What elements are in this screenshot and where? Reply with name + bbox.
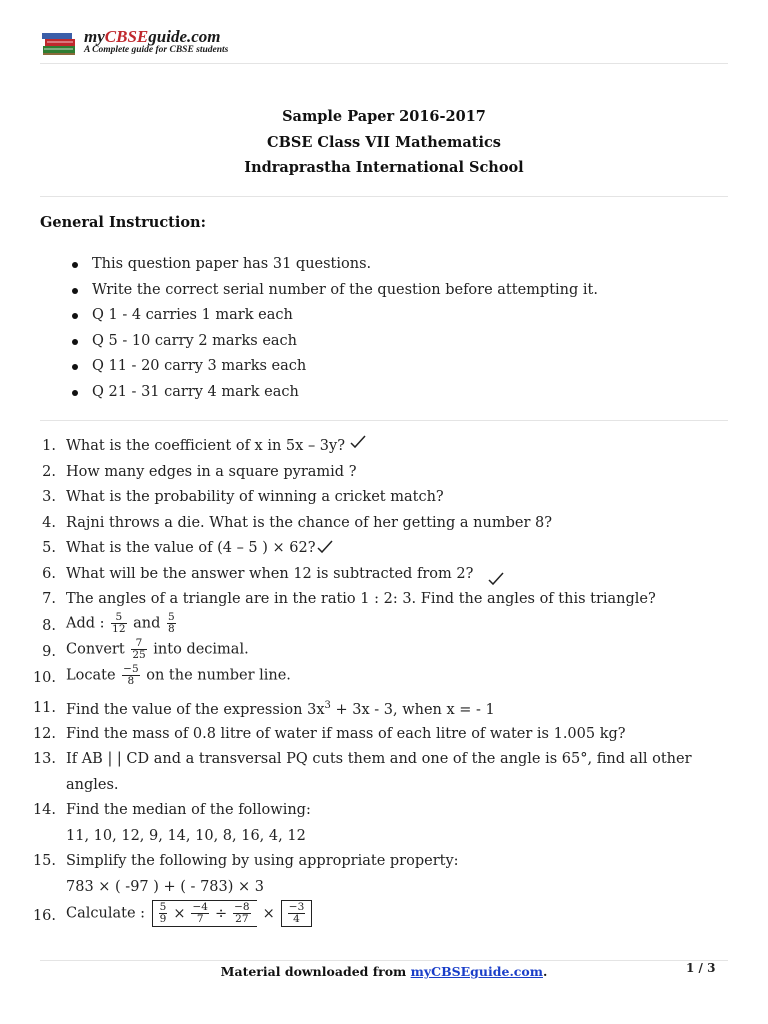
checkmark-icon bbox=[350, 435, 366, 449]
question-number: 9. bbox=[42, 644, 56, 660]
checkmark-icon bbox=[317, 540, 333, 554]
denominator: 7 bbox=[191, 913, 208, 925]
question-text: Find the mass of 0.8 litre of water if mass of each litre of water is 1.005 kg? bbox=[66, 726, 626, 742]
instruction-item: This question paper has 31 questions. bbox=[70, 254, 598, 280]
question-number: 4. bbox=[42, 515, 56, 531]
numerator: 5 bbox=[115, 611, 123, 623]
question-text: What will be the answer when 12 is subtracted from 2? bbox=[66, 566, 474, 582]
fraction bbox=[191, 902, 208, 925]
instructions-list bbox=[70, 254, 598, 408]
question-number: 11. bbox=[32, 700, 56, 716]
denominator: 8 bbox=[168, 623, 175, 635]
fraction bbox=[131, 638, 146, 661]
checkmark-icon bbox=[488, 572, 504, 586]
numerator: −5 bbox=[123, 663, 139, 675]
numerator: 5 bbox=[168, 611, 175, 623]
fraction bbox=[233, 902, 250, 925]
question-number: 16. bbox=[32, 908, 56, 924]
numerator: −4 bbox=[192, 901, 208, 913]
question-text: into decimal. bbox=[153, 641, 249, 658]
school-name: Indraprastha International School bbox=[244, 159, 524, 176]
times-operator: × bbox=[262, 905, 275, 922]
divider-top bbox=[40, 63, 728, 64]
question-number: 3. bbox=[42, 489, 56, 505]
exponent: 3 bbox=[324, 700, 331, 711]
question-text: + 3x - 3, when x = - 1 bbox=[330, 701, 495, 718]
instruction-item: Q 11 - 20 carry 3 marks each bbox=[70, 356, 598, 382]
numerator: −3 bbox=[288, 901, 305, 913]
instruction-item: Q 1 - 4 carries 1 mark each bbox=[70, 305, 598, 331]
instruction-item: Write the correct serial number of the question before attempting it. bbox=[70, 280, 598, 306]
divider-header bbox=[40, 196, 728, 197]
divider-footer bbox=[40, 960, 728, 961]
question-number: 2. bbox=[42, 464, 56, 480]
page-number: 1 / 3 bbox=[686, 961, 716, 975]
times-operator: × bbox=[173, 905, 186, 922]
paper-subject: CBSE Class VII Mathematics bbox=[267, 134, 501, 151]
question-13-continued: angles. bbox=[66, 777, 119, 793]
divide-operator: ÷ bbox=[214, 905, 228, 922]
denominator: 4 bbox=[288, 913, 305, 925]
question-number: 5. bbox=[42, 540, 56, 556]
question-text: Calculate : bbox=[66, 905, 146, 922]
fraction bbox=[288, 902, 305, 925]
question-number: 7. bbox=[42, 591, 56, 607]
question-text: Convert bbox=[66, 641, 125, 658]
paper-title: Sample Paper 2016-2017 bbox=[282, 108, 486, 125]
footer-text: Material downloaded from bbox=[220, 964, 407, 979]
denominator: 12 bbox=[112, 623, 126, 635]
question-text: Find the value of the expression 3x bbox=[66, 701, 325, 718]
question-text: Find the median of the following: bbox=[66, 802, 311, 818]
site-logo bbox=[40, 26, 280, 58]
denominator: 8 bbox=[122, 675, 139, 687]
numerator: 7 bbox=[135, 637, 143, 649]
question-text: What is the value of (4 – 5 ) × 62? bbox=[66, 540, 316, 556]
question-text: Simplify the following by using appropriate property: bbox=[66, 853, 459, 869]
question-text: What is the probability of winning a cricket match? bbox=[66, 489, 444, 505]
bracket-group bbox=[152, 900, 257, 927]
question-text: Add : bbox=[66, 615, 105, 632]
question-text: and bbox=[133, 615, 161, 632]
denominator: 25 bbox=[132, 649, 146, 661]
question-text: How many edges in a square pyramid ? bbox=[66, 464, 357, 480]
footer-link[interactable]: myCBSEguide.com bbox=[410, 964, 543, 979]
denominator: 9 bbox=[159, 913, 167, 925]
logo-name-post: guide.com bbox=[148, 27, 221, 46]
footer bbox=[0, 964, 768, 979]
question-number: 15. bbox=[32, 853, 56, 869]
simplify-expression: 783 × ( -97 ) + ( - 783) × 3 bbox=[66, 879, 264, 895]
question-number: 6. bbox=[42, 566, 56, 582]
logo-tagline: A Complete guide for CBSE students bbox=[84, 45, 229, 55]
logo-name-brand: CBSE bbox=[104, 27, 149, 46]
fraction bbox=[122, 664, 139, 687]
bracket-group bbox=[281, 900, 312, 927]
question-number: 1. bbox=[42, 438, 56, 454]
instructions-title: General Instruction: bbox=[40, 214, 206, 231]
instruction-item: Q 5 - 10 carry 2 marks each bbox=[70, 331, 598, 357]
question-text: Rajni throws a die. What is the chance of her getting a number 8? bbox=[66, 515, 552, 531]
median-data: 11, 10, 12, 9, 14, 10, 8, 16, 4, 12 bbox=[66, 828, 306, 844]
numerator: 5 bbox=[159, 901, 167, 913]
logo-name-pre: my bbox=[84, 27, 105, 46]
books-icon bbox=[40, 28, 80, 58]
divider-instructions bbox=[40, 420, 728, 421]
instruction-item: Q 21 - 31 carry 4 mark each bbox=[70, 382, 598, 408]
question-text: What is the coefficient of x in 5x – 3y? bbox=[66, 438, 345, 454]
denominator: 27 bbox=[233, 913, 250, 925]
question-number: 8. bbox=[42, 618, 56, 634]
question-number: 10. bbox=[32, 670, 56, 686]
numerator: −8 bbox=[234, 901, 250, 913]
question-number: 13. bbox=[32, 751, 56, 767]
question-number: 12. bbox=[32, 726, 56, 742]
question-text: If AB | | CD and a transversal PQ cuts them and one of the angle is 65°, find all other bbox=[66, 751, 692, 767]
question-text: The angles of a triangle are in the ratio 1 : 2: 3. Find the angles of this triangle? bbox=[66, 591, 656, 607]
question-number: 14. bbox=[32, 802, 56, 818]
question-text: Locate bbox=[66, 667, 116, 684]
fraction bbox=[159, 902, 168, 925]
footer-period: . bbox=[542, 964, 548, 979]
question-text: on the number line. bbox=[146, 667, 291, 684]
fraction bbox=[167, 612, 176, 635]
fraction bbox=[111, 612, 126, 635]
